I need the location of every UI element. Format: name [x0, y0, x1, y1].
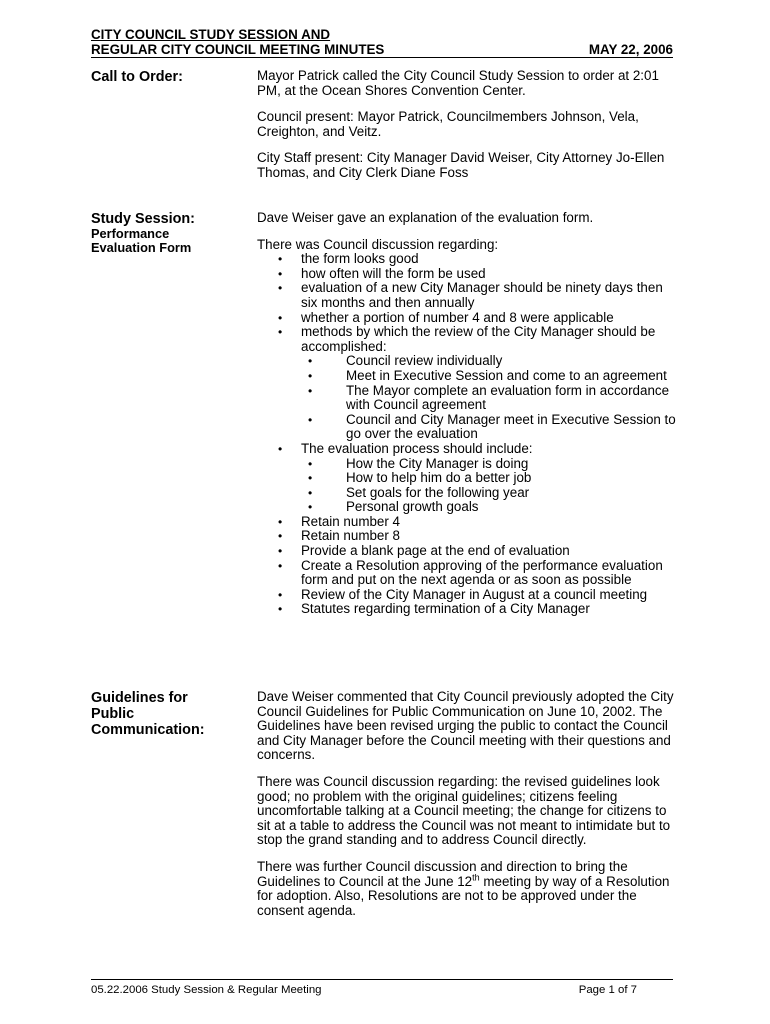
paragraph-text: meeting by way of a Resolution for adoption. Also, Resolutions are not to be approved under the consent agenda.	[257, 873, 670, 918]
paragraph: Council present: Mayor Patrick, Councilmembers Johnson, Vela, Creighton, and Veitz.	[257, 109, 639, 139]
paragraph: There was Council discussion regarding: the revised guidelines look good; no problem with the original guidelines; citizens feeling uncomfortable talking at a Council meeting; the change for citizens to sit at a table to address the Council was not meant to intimidate but to stop the grand standing and to address Council directly.	[257, 773, 671, 848]
page-number: Page 1 of 7	[578, 984, 637, 996]
call-to-order-label: Call to Order:	[91, 69, 183, 85]
list-item: • Retain number 8	[257, 529, 677, 544]
superscript: th	[472, 872, 480, 883]
section-content	[257, 211, 677, 617]
list-item: • evaluation of a new City Manager should be ninety days then six months and then annually	[257, 281, 677, 310]
study-session-sublabel: Evaluation Form	[91, 240, 192, 255]
sub-list-item: • How to help him do a better job	[257, 471, 677, 486]
list-item-text: The evaluation process should include:	[301, 440, 533, 456]
header-title-line1: CITY COUNCIL STUDY SESSION AND	[91, 27, 331, 42]
process-list	[257, 457, 677, 515]
section-label	[91, 69, 251, 85]
list-item: • Statutes regarding termination of a City Manager	[257, 602, 677, 617]
list-item: • Retain number 4	[257, 515, 677, 530]
list-item	[257, 442, 677, 515]
list-item	[257, 325, 677, 442]
section-label	[91, 690, 251, 738]
list-item-text: methods by which the review of the City Manager should be accomplished:	[301, 324, 656, 354]
list-item: • how often will the form be used	[257, 267, 677, 282]
study-session-sublabel: Performance	[91, 226, 170, 241]
sub-list-item: • Personal growth goals	[257, 500, 677, 515]
list-item: • Create a Resolution approving of the performance evaluation form and put on the next agenda or as soon as possible	[257, 559, 677, 588]
list-item: • whether a portion of number 4 and 8 were applicable	[257, 311, 677, 326]
section-content	[257, 690, 677, 930]
guidelines-label-line: Communication:	[91, 722, 205, 738]
list-item: • the form looks good	[257, 252, 677, 267]
section-content	[257, 69, 677, 193]
study-session-label: Study Session:	[91, 211, 195, 227]
list-item: • Provide a blank page at the end of evaluation	[257, 544, 677, 559]
sub-list-item: • Council review individually	[257, 354, 677, 369]
discussion-list	[257, 252, 677, 617]
paragraph: Dave Weiser gave an explanation of the evaluation form.	[257, 210, 594, 225]
paragraph: There was Council discussion regarding:	[257, 236, 499, 252]
guidelines-label-line: Public	[91, 706, 135, 722]
paragraph-text: There was further Council discussion and direction to bring the Guidelines to Council at the June 12	[257, 858, 628, 889]
header-title-line2: REGULAR CITY COUNCIL MEETING MINUTES	[91, 42, 385, 57]
page-footer	[91, 979, 673, 997]
methods-list	[257, 354, 677, 442]
section-label	[91, 211, 251, 255]
paragraph: Mayor Patrick called the City Council Study Session to order at 2:01 PM, at the Ocean Shores Convention Center.	[257, 68, 659, 98]
paragraph: Dave Weiser commented that City Council previously adopted the City Council Guidelines for Public Communication on June 10, 2002. The Guidelines have been revised urging the public to contact the Council and City Manager before the Council meeting with their questions and concerns.	[257, 689, 674, 763]
guidelines-label-line: Guidelines for	[91, 690, 188, 706]
sub-list-item: • The Mayor complete an evaluation form in accordance with Council agreement	[257, 384, 677, 413]
page-header	[91, 27, 673, 58]
sub-list-item: • Council and City Manager meet in Executive Session to go over the evaluation	[257, 413, 677, 442]
header-date: MAY 22, 2006	[588, 42, 673, 57]
footer-meeting-label: 05.22.2006 Study Session & Regular Meeting	[91, 984, 322, 996]
paragraph	[257, 860, 677, 918]
sub-list-item: • How the City Manager is doing	[257, 457, 677, 472]
list-item: • Review of the City Manager in August at a council meeting	[257, 588, 677, 603]
sub-list-item: • Meet in Executive Session and come to an agreement	[257, 369, 677, 384]
header-title-line2-row	[91, 42, 673, 58]
paragraph: City Staff present: City Manager David Weiser, City Attorney Jo-Ellen Thomas, and City Clerk Diane Foss	[257, 150, 665, 180]
sub-list-item: • Set goals for the following year	[257, 486, 677, 501]
